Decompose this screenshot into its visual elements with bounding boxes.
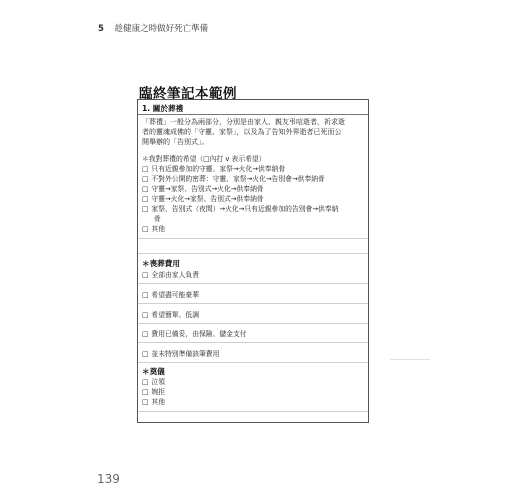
option-label: 希望盡可能豪華 bbox=[151, 291, 199, 299]
write-line[interactable] bbox=[138, 303, 368, 304]
checkbox[interactable]: □ bbox=[142, 195, 149, 203]
offering-option[interactable] bbox=[142, 397, 366, 407]
wish-prompt: ＊我對葬禮的希望（□內打 v 表示希望） bbox=[142, 155, 266, 163]
expense-option[interactable] bbox=[142, 290, 366, 300]
checkbox[interactable]: □ bbox=[142, 388, 149, 396]
page-number: 139 bbox=[97, 472, 120, 486]
checkbox[interactable]: □ bbox=[142, 330, 149, 338]
checkbox[interactable]: □ bbox=[142, 350, 149, 358]
write-line[interactable] bbox=[138, 283, 368, 284]
option-label: 希望簡單、低調 bbox=[151, 311, 199, 319]
offering-option[interactable] bbox=[142, 377, 366, 387]
checkbox[interactable]: □ bbox=[142, 311, 149, 319]
section-title: 臨終筆記本範例 bbox=[139, 86, 237, 102]
write-line[interactable] bbox=[138, 362, 368, 363]
option-label: 其他 bbox=[151, 225, 166, 233]
margin-rule bbox=[390, 359, 430, 360]
funeral-option[interactable] bbox=[142, 184, 366, 194]
checkbox[interactable]: □ bbox=[142, 165, 149, 173]
expense-option[interactable] bbox=[142, 270, 366, 280]
ending-note-form bbox=[137, 99, 369, 423]
intro-line: 開舉辦的「告別式」。 bbox=[142, 138, 209, 146]
heading-divider bbox=[138, 114, 368, 115]
option-label: 只有近親參加的守靈、家祭→火化→供奉納骨 bbox=[151, 165, 286, 173]
option-label: 並未特別準備該筆費用 bbox=[151, 350, 220, 358]
checkbox[interactable]: □ bbox=[142, 175, 149, 183]
write-line[interactable] bbox=[138, 253, 368, 254]
expense-option[interactable] bbox=[142, 310, 366, 320]
option-label: 婉拒 bbox=[151, 388, 166, 396]
checkbox[interactable]: □ bbox=[142, 205, 149, 213]
option-label: 其他 bbox=[151, 398, 166, 406]
write-line[interactable] bbox=[138, 342, 368, 343]
funeral-option[interactable] bbox=[142, 224, 366, 234]
checkbox[interactable]: □ bbox=[142, 291, 149, 299]
offerings-heading: ＊奠儀 bbox=[142, 367, 165, 376]
option-label: 全部由家人負責 bbox=[151, 271, 199, 279]
funeral-option[interactable] bbox=[142, 164, 366, 174]
option-label: 家祭、告別式（夜間）→火化→只有近親參加的告別會→供奉納 bbox=[151, 205, 339, 213]
funeral-option[interactable] bbox=[142, 174, 366, 184]
funeral-option[interactable] bbox=[142, 194, 366, 204]
option-label: 守靈→家祭、告別式→火化→供奉納骨 bbox=[151, 185, 264, 193]
checkbox[interactable]: □ bbox=[142, 271, 149, 279]
expense-option[interactable] bbox=[142, 349, 366, 359]
option-label: 不對外公開的密葬：守靈、家祭→火化→告別會→供奉納骨 bbox=[151, 175, 325, 183]
chapter-title: 趁健康之時做好死亡準備 bbox=[114, 24, 209, 34]
expenses-heading: ＊喪葬費用 bbox=[142, 259, 180, 268]
option-label: 泣領 bbox=[151, 378, 166, 386]
checkbox[interactable]: □ bbox=[142, 225, 149, 233]
funeral-intro bbox=[142, 117, 366, 147]
intro-line: 「葬禮」一般分為兩部分，分別是由家人、親友弔唁逝者，祈求逝 bbox=[142, 118, 345, 126]
option-label: 費用已備妥，由保險、儲金支付 bbox=[151, 330, 247, 338]
checkbox[interactable]: □ bbox=[142, 185, 149, 193]
write-line[interactable] bbox=[138, 323, 368, 324]
write-line[interactable] bbox=[138, 238, 368, 239]
funeral-heading: 1. 關於葬禮 bbox=[142, 104, 184, 113]
option-continuation: 骨 bbox=[154, 215, 161, 223]
write-line[interactable] bbox=[138, 411, 368, 412]
offering-option[interactable] bbox=[142, 387, 366, 397]
running-header bbox=[98, 22, 208, 34]
option-label: 守靈→火化→家祭、告別式→供奉納骨 bbox=[151, 195, 264, 203]
checkbox[interactable]: □ bbox=[142, 398, 149, 406]
funeral-option[interactable] bbox=[142, 204, 366, 214]
expense-option[interactable] bbox=[142, 329, 366, 339]
chapter-number: 5 bbox=[98, 24, 104, 34]
intro-line: 者的靈魂成佛的「守靈、家祭」，以及為了告知外界逝者已死而公 bbox=[142, 128, 342, 136]
checkbox[interactable]: □ bbox=[142, 378, 149, 386]
